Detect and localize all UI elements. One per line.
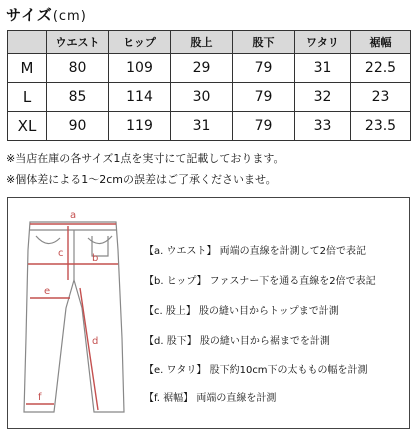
- table-cell: 119: [109, 112, 171, 141]
- table-cell: 79: [233, 112, 295, 141]
- table-cell: 32: [295, 83, 351, 112]
- measure-lines: [26, 224, 118, 410]
- table-row: [8, 112, 411, 141]
- legend-inseam: 【d. 股下】 股の縫い目から裾までを計測: [144, 336, 330, 347]
- measurement-diagram: [7, 197, 410, 429]
- table-cell: 23: [351, 83, 411, 112]
- table-header-row: [8, 31, 411, 54]
- table-cell: L: [8, 83, 47, 112]
- legend-rise: 【c. 股上】 股の縫い目からトップまで計測: [144, 306, 339, 317]
- jeans-outline: [24, 222, 124, 412]
- legend-waist: 【a. ウエスト】 両端の直線を計測して2倍で表記: [144, 246, 367, 257]
- title-unit: (cm): [52, 9, 87, 24]
- table-row: [8, 54, 411, 83]
- label-b: b: [92, 253, 99, 264]
- table-cell: 30: [171, 83, 233, 112]
- table-cell: 29: [171, 54, 233, 83]
- table-cell: 23.5: [351, 112, 411, 141]
- table-cell: 31: [171, 112, 233, 141]
- table-cell: 80: [47, 54, 109, 83]
- legend-thigh: 【e. ワタリ】 股下約10cm下の太ももの幅を計測: [144, 365, 368, 376]
- label-d: d: [92, 336, 99, 347]
- label-a: a: [70, 210, 77, 221]
- table-cell: 109: [109, 54, 171, 83]
- title-main: サイズ: [6, 6, 53, 24]
- table-cell: 33: [295, 112, 351, 141]
- legend-hem: 【f. 裾幅】 両端の直線を計測: [144, 393, 277, 404]
- table-header-thigh: ワタリ: [295, 31, 351, 54]
- legend-hip: 【b. ヒップ】 ファスナー下を通る直線を2倍で表記: [144, 276, 376, 287]
- label-c: c: [58, 248, 64, 259]
- label-f: f: [38, 392, 42, 403]
- page-title: [6, 4, 87, 25]
- table-header-hem: 裾幅: [351, 31, 411, 54]
- table-header-corner: [8, 31, 47, 54]
- table-header-hip: ヒップ: [109, 31, 171, 54]
- table-cell: 79: [233, 54, 295, 83]
- table-header-inseam: 股下: [233, 31, 295, 54]
- table-cell: 31: [295, 54, 351, 83]
- table-cell: 79: [233, 83, 295, 112]
- table-header-rise: 股上: [171, 31, 233, 54]
- note-stock: ※当店在庫の各サイズ1点を実寸にて記載しております。: [6, 152, 285, 165]
- note-tolerance: ※個体差による1〜2cmの誤差はご了承くださいませ。: [6, 173, 277, 186]
- table-cell: 114: [109, 83, 171, 112]
- table-row: [8, 83, 411, 112]
- measure-line-d: [80, 288, 98, 410]
- table-cell: 85: [47, 83, 109, 112]
- size-table: [7, 30, 411, 141]
- label-e: e: [44, 286, 51, 297]
- table-cell: M: [8, 54, 47, 83]
- table-cell: XL: [8, 112, 47, 141]
- table-cell: 90: [47, 112, 109, 141]
- table-cell: 22.5: [351, 54, 411, 83]
- table-header-waist: ウエスト: [47, 31, 109, 54]
